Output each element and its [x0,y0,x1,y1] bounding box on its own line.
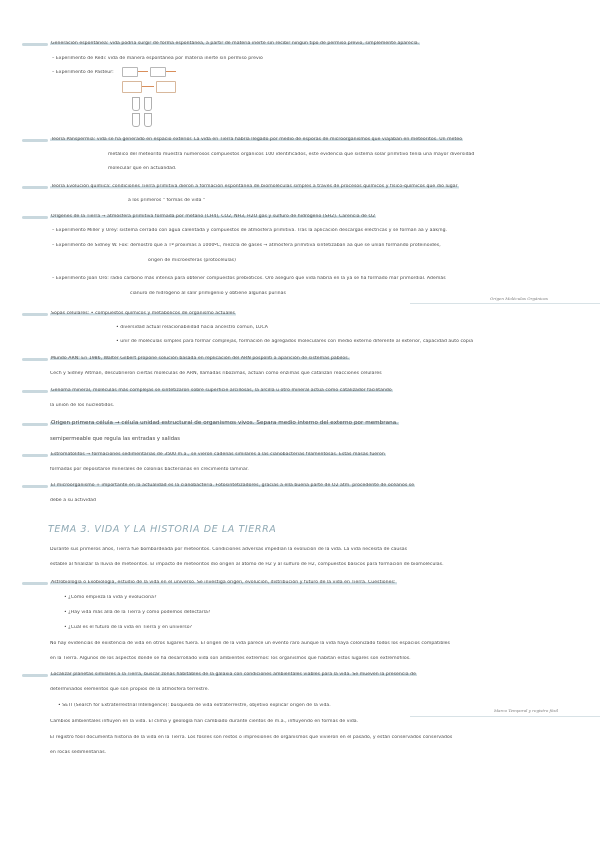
text-line: molecular que en actualidad. [108,166,177,171]
text-line: Estromatolitos → formaciones sedimentarias de 3500 m.a., se vieron cadenas similares a las cianobacterias filamentosas. Estas masas fueron [51,452,385,457]
text-line: • ¿Cuál es el futuro de la vida en Tierra y en universo? [64,625,193,630]
text-line: Mundo ARN: En 1986, Walter Gilbert propone solución basada en replicación del ARN pospoliti a aparición de sistemas pabilos. [51,356,350,361]
text-line: en la Tierra. Algunos de los aspectos donde se ha desarrollado vida son ambientes extremos: los organismos que habitan estos lugares son extremófilos. [50,656,411,661]
text-line: en rocas sedimentarias. [50,750,107,755]
margin-highlight [22,390,48,393]
section-rule [410,303,600,304]
text-line: – Experimento Joan Oró: radio carbono más intensa para obtener compuestos prebióticos. Oró aseguró que vida habría en la ya se ha formado mar primordial. Además [52,276,446,281]
text-line: Astrobiología o Exobiología, estudio de la vida en el universo. Se investiga origen, evolución, distribución y futuro de la vida en Tierra. Cuestiones: [51,580,396,585]
margin-highlight [22,216,48,219]
text-line: determinados elementos que son propios de la atmósfera terrestre. [50,687,210,692]
side-note-marco: Marco Temporal y registro fósil [494,708,559,713]
text-line: Sopas celulares: • compuestos químicos y metabólicos de organismo actuales [51,311,236,316]
margin-highlight [22,43,48,46]
text-line: estable al finalizar la lluvia de meteoritos. El impacto de meteoritos dio origen al átomo de H2 y al sulfuro de H2, compuestos básicos para formación de biomoléculas. [50,562,444,567]
section-title: TEMA 3. VIDA Y LA HISTORIA DE LA TIERRA [48,524,277,535]
text-line: • unir de moléculas simples para formar complejas, formación de agregados moleculares con medio externo diferente al exterior, capacidad auto copia [116,339,474,344]
text-line: a los primeros " formas de vida " [128,198,206,203]
text-line: formadas por depositarse minerales de colonias bacterianas en crecimiento laminar. [50,467,249,472]
margin-highlight [22,139,48,142]
text-line: – Experimento de Redi: vida de manera espontánea por materia inerte sin permiso previo [52,56,263,61]
side-note-origen: Origen Moléculas Orgánicas [490,296,548,301]
text-line: – Experimento Miller y Urey: sistema cerrado con agua calentada y compuestos de atmósfera primitiva. Tras la aplicación descargas eléctricas y se forman aa y aak/ng. [52,228,448,233]
margin-highlight [22,423,48,426]
margin-highlight [22,582,48,585]
text-line: debe a su actividad [50,498,96,503]
text-line: • SETI (Search for Extraterrestrial Intelligence): búsqueda de vida extraterrestre, objetivo explicar origen de la vida. [58,703,331,708]
margin-highlight [22,454,48,457]
text-line: Cech y Sidney Altman, descubrieron ciertas moléculas de ARN, llamadas ribozimas, actúan como enzimas que catalizan reacciones celulares [50,371,382,376]
text-line: El microorganismo + importante en la actualidad es la cianobacteria. Fotosintetizadores, gracias a ella buena parte de O2 atm. procedente de océanos se [51,483,415,488]
text-line: Teoría Evolución química: condiciones Tierra primitiva dieron a formación espontánea de biomoléculas simples a través de procesos químicos y físico-químicos que dio lugar [51,184,458,189]
text-line: No hay evidencias de existencia de vida en otros lugares fuera. El origen de la vida parece un evento raro aunque la vida haya colonizado todos los espacios compatibles [50,641,450,646]
text-line: la unión de los nucleótidos. [50,403,115,408]
text-line: Cambios ambientales influyen en la vida. El clima y geología han cambiado durante cientos de m.a., influyendo en formas de vida. [50,719,359,724]
text-line: origen de microesferas (protocélulas) [148,258,236,263]
text-line: Origen primera célula → célula unidad estructural de organismos vivos. Separa medio interno del externo por membrana. [51,420,399,426]
text-line: Generación espontánea: vida podría surgir de forma espontánea, a partir de materia inerte sin recibir ningún tipo de permiso previo, simplemente aparecía. [51,41,420,46]
text-line: cianuro de hidrógeno al salir primigenio y obtiene algunas purinas [130,291,286,296]
text-line: Durante sus primeros años, Tierra fue bombardeada por meteoritos. Condiciones adversas impedían la evolución de la vida. La vida necesita de causas [50,547,408,552]
margin-highlight [22,313,48,316]
section-rule [410,716,600,717]
text-line: El registro fósil documenta historia de la vida en la Tierra. Los fósiles son restos o impresiones de organismos que vivieron en el pasado, y están conservados conservados [50,735,453,740]
text-line: Genoma mineral, moléculas más complejas se sintetizaron sobre superficie arcillosas, la arcilla u otro mineral actúa como catalizador facilitando [51,388,392,393]
text-line: metálico del meteorito muestra numerosos compuestos orgánicos 100 identificados, este evidencia que sistema solar primitivo tenía una mayor diversidad [108,152,475,157]
text-line: • ¿Cómo empieza la vida y evoluciona? [64,595,157,600]
text-line: Orígenes de la Tierra → atmósfera primitiva formada por metano (CH4), CO2, NH3, H2O gas y sulfuro de hidrógeno (SH2). Carencia de O2 [51,214,376,219]
margin-highlight [22,358,48,361]
text-line: – Experimento de Pasteur: [52,70,114,75]
text-line: – Experimento de Sidney W. Fox: demostró que a Tª próximas a 1000ºC, mezcla de gases → atmósfera primitiva sintetizaban aa que se unían formando proteinoides, [52,243,441,248]
margin-highlight [22,186,48,189]
text-line: • diversidad actual relacionabilidad hacia ancestro común, LUCA [116,325,268,330]
text-line: Localizar planetas similares a la Tierra, buscar zonas habitables de la galaxia con condiciones ambientales viables para la vida. Se mueven la presencia de [51,672,416,677]
text-line: • ¿Hay vida más allá de la Tierra y cómo podemos detectarla? [64,610,211,615]
margin-highlight [22,485,48,488]
margin-highlight [22,674,48,677]
text-line: semipermeable que regula las entradas y salidas [50,436,181,442]
text-line: Teoría Panspermia: vida se ha generado en espacio exterior. La vida en Tierra habría llegado por medio de esporas de microorganismos que viajaban en meteoritos. Un meteo [51,137,463,142]
